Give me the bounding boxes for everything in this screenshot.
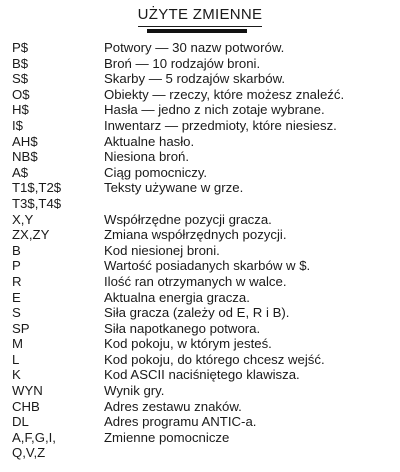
variable-name: I$ [12, 117, 23, 133]
variable-row [0, 243, 400, 259]
variable-name: K [12, 367, 21, 383]
variable-name: P$ [12, 40, 29, 55]
variable-description: Aktualna energia gracza. [104, 289, 250, 305]
variable-name: P [12, 258, 21, 274]
variable-row [0, 134, 400, 150]
variable-name: O$ [12, 86, 30, 102]
variable-description: Adres zestawu znaków. [104, 398, 242, 414]
variable-row [0, 430, 400, 446]
variable-row [0, 87, 400, 103]
variable-description: Kod niesionej broni. [104, 242, 220, 258]
variable-name: E [12, 289, 21, 305]
variable-description: Siła napotkanego potwora. [104, 320, 261, 336]
variable-description: Aktualne hasło. [104, 133, 195, 149]
variable-description: Współrzędne pozycji gracza. [104, 211, 272, 227]
variable-description: Ciąg pomocniczy. [104, 164, 208, 180]
variable-row [0, 305, 400, 321]
variable-name: AH$ [12, 133, 38, 149]
variable-name: B [12, 242, 21, 258]
heading-underline-bar [147, 29, 247, 33]
variable-description: Obiekty — rzeczy, które możesz znaleźć. [104, 86, 345, 102]
variable-description: Zmienne pomocnicze [104, 429, 230, 445]
variable-description: Kod ASCII naciśniętego klawisza. [104, 367, 300, 383]
variable-name: SP [12, 320, 30, 336]
variable-row [0, 352, 400, 368]
variable-row [0, 40, 400, 56]
variable-row [0, 274, 400, 290]
variable-description: Skarby — 5 rodzajów skarbów. [104, 71, 286, 87]
variable-row [0, 383, 400, 399]
variable-row [0, 399, 400, 415]
variable-name: S [12, 305, 21, 321]
variable-description: Broń — 10 rodzajów broni. [104, 55, 261, 71]
variable-list [0, 40, 400, 461]
variable-row [0, 290, 400, 306]
variable-row [0, 56, 400, 72]
variable-row [0, 414, 400, 430]
variable-row [0, 227, 400, 243]
variable-name: T1$,T2$ [12, 180, 62, 196]
variable-description: Teksty używane w grze. [104, 180, 244, 196]
variable-row [0, 321, 400, 337]
variable-row [0, 445, 400, 461]
variable-row [0, 196, 400, 212]
variable-description: Kod pokoju, w którym jesteś. [104, 336, 272, 352]
variable-name: A$ [12, 164, 29, 180]
variable-row [0, 258, 400, 274]
page-title: UŻYTE ZMIENNE [138, 6, 263, 27]
variable-name: DL [12, 414, 29, 430]
variable-name: M [12, 336, 23, 352]
variable-row [0, 102, 400, 118]
variable-row [0, 165, 400, 181]
variable-description: Kod pokoju, do którego chcesz wejść. [104, 351, 325, 367]
variable-row [0, 71, 400, 87]
variable-description: Wynik gry. [104, 383, 165, 399]
variable-description: Zmiana współrzędnych pozycji. [104, 227, 287, 243]
variable-description: Adres programu ANTIC-a. [104, 414, 257, 430]
variable-name: X,Y [12, 211, 34, 227]
variable-name: Q,V,Z [12, 445, 46, 461]
variable-description: Hasła — jedno z nich zotaje wybrane. [104, 102, 325, 118]
variable-name: L [12, 351, 20, 367]
variable-name: S$ [12, 71, 29, 87]
variable-row [0, 336, 400, 352]
variable-name: CHB [12, 398, 40, 414]
heading-container [0, 6, 400, 27]
variable-name: B$ [12, 55, 29, 71]
variable-row [0, 118, 400, 134]
variable-name: NB$ [12, 149, 38, 165]
variable-description: Potwory — 30 nazw potworów. [104, 40, 285, 55]
variable-row [0, 212, 400, 228]
variable-row [0, 149, 400, 165]
variable-description: Wartość posiadanych skarbów w $. [104, 258, 311, 274]
variable-name: H$ [12, 102, 29, 118]
variable-row [0, 367, 400, 383]
variable-name: R [12, 273, 22, 289]
variable-name: A,F,G,I, [12, 429, 56, 445]
variable-description: Niesiona broń. [104, 149, 190, 165]
variable-name: WYN [12, 383, 43, 399]
variable-name: T3$,T4$ [12, 195, 62, 211]
variable-description: Siła gracza (zależy od E, R i B). [104, 305, 290, 321]
variable-description: Ilość ran otrzymanych w walce. [104, 273, 287, 289]
variable-name: ZX,ZY [12, 227, 50, 243]
variable-description: Inwentarz — przedmioty, które niesiesz. [104, 117, 337, 133]
variable-row [0, 180, 400, 196]
